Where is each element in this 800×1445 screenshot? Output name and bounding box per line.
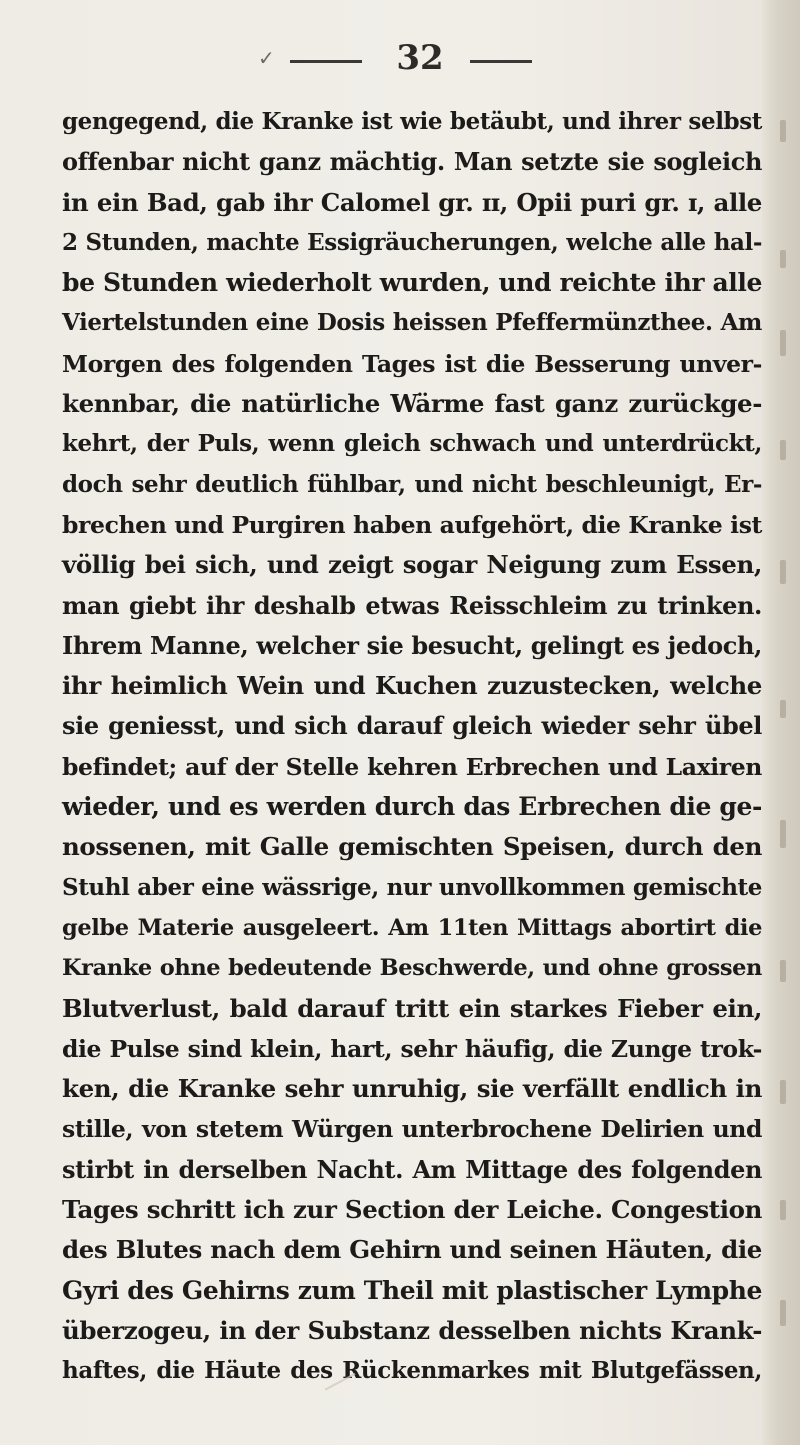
text-line: ken, die Kranke sehr unruhig, sie verfällt endlich in <box>62 1074 762 1104</box>
text-line: des Blutes nach dem Gehirn und seinen Häuten, die <box>62 1235 762 1265</box>
text-line: stirbt in derselben Nacht. Am Mittage des folgenden <box>62 1154 762 1184</box>
text-line: Morgen des folgenden Tages ist die Besserung unver- <box>62 349 762 378</box>
gutter-ink-mark <box>780 960 786 982</box>
gutter-ink-mark <box>780 700 786 718</box>
gutter-ink-mark <box>780 820 786 848</box>
page-header <box>0 38 800 78</box>
text-line: offenbar nicht ganz mächtig. Man setzte sie sogleich <box>62 147 762 177</box>
text-line: überzogeu, in der Substanz desselben nichts Krank- <box>62 1315 762 1345</box>
text-line: ihr heimlich Wein und Kuchen zuzustecken, welche <box>62 671 762 701</box>
page-number: 32 <box>396 38 444 78</box>
text-line: nossenen, mit Galle gemischten Speisen, durch den <box>62 832 762 862</box>
text-line: stille, von stetem Würgen unterbrochene Delirien und <box>62 1115 762 1144</box>
gutter-ink-mark <box>780 1300 786 1326</box>
text-line: wieder, und es werden durch das Erbrechen die ge- <box>62 792 762 822</box>
text-line: Kranke ohne bedeutende Beschwerde, und ohne grossen <box>62 955 762 982</box>
text-line: die Pulse sind klein, hart, sehr häufig, die Zunge trok- <box>62 1034 762 1063</box>
text-line: Viertelstunden eine Dosis heissen Pfeffermünzthee. Am <box>62 309 762 337</box>
text-line: in ein Bad, gab ihr Calomel gr. ɪɪ, Opii puri gr. ɪ, alle <box>62 187 762 217</box>
text-line: Ihrem Manne, welcher sie besucht, gelingt es jedoch, <box>62 630 762 660</box>
text-line: brechen und Purgiren haben aufgehört, die Kranke ist <box>62 510 762 539</box>
text-line: kehrt, der Puls, wenn gleich schwach und unterdrückt, <box>62 430 762 458</box>
text-line: be Stunden wiederholt wurden, und reichte ihr alle <box>62 268 762 298</box>
gutter-ink-mark <box>780 440 786 460</box>
text-line: doch sehr deutlich fühlbar, und nicht beschleunigt, Er- <box>62 470 762 498</box>
gutter-ink-mark <box>780 560 786 584</box>
text-line: gengegend, die Kranke ist wie betäubt, und ihrer selbst <box>62 108 762 135</box>
gutter-ink-mark <box>780 250 786 268</box>
text-line: Gyri des Gehirns zum Theil mit plastischer Lymphe <box>62 1275 762 1305</box>
text-line: haftes, die Häute des Rückenmarkes mit Blutgefässen, <box>62 1357 762 1385</box>
text-line: gelbe Materie ausgeleert. Am 11ten Mittags abortirt die <box>62 914 762 941</box>
text-line: man giebt ihr deshalb etwas Reisschleim zu trinken. <box>62 590 762 620</box>
gutter-ink-mark <box>780 120 786 142</box>
text-line: Blutverlust, bald darauf tritt ein starkes Fieber ein, <box>62 993 762 1023</box>
text-line: kennbar, die natürliche Wärme fast ganz zurückge- <box>62 389 762 419</box>
text-line: befindet; auf der Stelle kehren Erbrechen und Laxiren <box>62 752 762 781</box>
text-line: Stuhl aber eine wässrige, nur unvollkommen gemischte <box>62 873 762 901</box>
gutter-ink-mark <box>780 1080 786 1104</box>
header-rule-left <box>290 60 362 63</box>
header-check-mark: ✓ <box>258 46 275 70</box>
gutter-ink-mark <box>780 330 786 356</box>
text-line: Tages schritt ich zur Section der Leiche. Congestion <box>62 1195 762 1225</box>
text-line: 2 Stunden, machte Essigräucherungen, welche alle hal- <box>62 228 762 256</box>
text-line: völlig bei sich, und zeigt sogar Neigung zum Essen, <box>62 550 762 580</box>
text-line: sie geniesst, und sich darauf gleich wieder sehr übel <box>62 711 762 741</box>
body-text <box>62 102 762 1392</box>
header-rule-right <box>470 60 532 63</box>
gutter-ink-mark <box>780 1200 786 1220</box>
page-gutter-shadow <box>762 0 800 1445</box>
